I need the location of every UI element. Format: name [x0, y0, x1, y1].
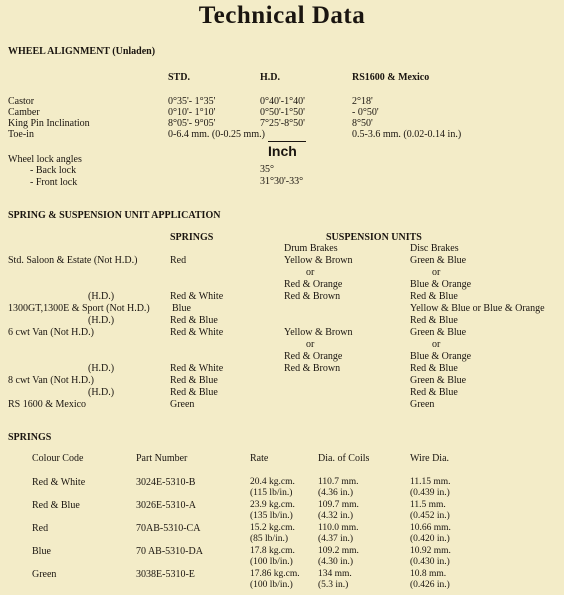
- col-header-std: STD.: [168, 72, 190, 83]
- row-label-king-pin: King Pin Inclination: [8, 118, 90, 129]
- springs-col-colour: Colour Code: [32, 453, 84, 464]
- app-disc: Green: [410, 399, 435, 410]
- app-disc: Green & Blue: [410, 375, 467, 386]
- spring-wire-imperial: (0.452 in.): [410, 511, 450, 521]
- springs-col-rate: Rate: [250, 453, 269, 464]
- suspension-units-header: SUSPENSION UNITS: [326, 232, 422, 243]
- app-spring: Red & White: [170, 363, 224, 374]
- app-drum: Red & Brown: [284, 291, 341, 302]
- king-pin-std: 8°05'- 9°05': [168, 118, 216, 129]
- camber-hd: 0°50'-1°50': [260, 107, 305, 118]
- app-label: (H.D.): [88, 291, 115, 302]
- app-label: RS 1600 & Mexico: [8, 399, 87, 410]
- toe-in-rs: 0.5-3.6 mm. (0.02-0.14 in.): [352, 129, 462, 140]
- spring-coil-imperial: (4.32 in.): [318, 511, 354, 521]
- app-spring: Red & Blue: [170, 375, 218, 386]
- spring-part: 3024E-5310-B: [136, 477, 196, 488]
- camber-rs: - 0°50': [352, 107, 379, 118]
- app-disc-or: or: [432, 267, 441, 278]
- app-drum: Red & Orange: [284, 351, 343, 362]
- app-label: Std. Saloon & Estate (Not H.D.): [8, 255, 138, 266]
- app-label: 6 cwt Van (Not H.D.): [8, 327, 94, 338]
- app-label: (H.D.): [88, 387, 115, 398]
- col-header-hd: H.D.: [260, 72, 280, 83]
- inch-annotation: Inch: [268, 143, 297, 159]
- castor-hd: 0°40'-1°40': [260, 96, 305, 107]
- spring-rate-imperial: (85 lb/in.): [250, 534, 288, 544]
- front-lock-value: 31°30'-33°: [260, 176, 304, 187]
- app-label: (H.D.): [88, 363, 115, 374]
- app-spring: Red & White: [170, 327, 224, 338]
- app-disc: Red & Blue: [410, 363, 458, 374]
- app-disc: Red & Blue: [410, 315, 458, 326]
- spring-wire-metric: 11.5 mm.: [410, 500, 446, 510]
- app-spring: Blue: [172, 303, 191, 314]
- spring-coil-imperial: (4.36 in.): [318, 488, 354, 498]
- back-lock-value: 35°: [260, 164, 274, 175]
- spring-colour: Blue: [32, 546, 51, 557]
- app-disc: Green & Blue: [410, 327, 467, 338]
- springs-col-coil: Dia. of Coils: [318, 453, 370, 464]
- app-disc: Red & Blue: [410, 291, 458, 302]
- app-spring: Red: [170, 255, 187, 266]
- row-label-camber: Camber: [8, 107, 40, 118]
- springs-col-wire: Wire Dia.: [410, 453, 450, 464]
- spring-wire-imperial: (0.426 in.): [410, 580, 450, 590]
- spring-wire-metric: 11.15 mm.: [410, 477, 451, 487]
- spring-coil-imperial: (4.37 in.): [318, 534, 354, 544]
- app-disc: Blue & Orange: [410, 279, 472, 290]
- toe-in-underline: [268, 141, 306, 142]
- camber-std: 0°10'- 1°10': [168, 107, 216, 118]
- spring-rate-imperial: (135 lb/in.): [250, 511, 293, 521]
- spring-wire-metric: 10.66 mm.: [410, 523, 451, 533]
- spring-rate-metric: 17.8 kg.cm.: [250, 546, 295, 556]
- king-pin-rs: 8°50': [352, 118, 373, 129]
- app-disc: Blue & Orange: [410, 351, 472, 362]
- spring-coil-metric: 110.0 mm.: [318, 523, 359, 533]
- app-spring: Red & Blue: [170, 387, 218, 398]
- castor-rs: 2°18': [352, 96, 373, 107]
- spring-application-heading: SPRING & SUSPENSION UNIT APPLICATION: [8, 210, 221, 221]
- app-disc-or: or: [432, 339, 441, 350]
- spring-coil-metric: 109.7 mm.: [318, 500, 359, 510]
- app-drum: Red & Brown: [284, 363, 341, 374]
- page-title: Technical Data: [198, 2, 366, 29]
- app-label: 1300GT,1300E & Sport (Not H.D.): [8, 303, 150, 314]
- spring-rate-imperial: (100 lb/in.): [250, 557, 293, 567]
- app-spring: Red & White: [170, 291, 224, 302]
- spring-rate-metric: 23.9 kg.cm.: [250, 500, 295, 510]
- spring-wire-metric: 10.8 mm.: [410, 569, 447, 579]
- app-disc: Yellow & Blue or Blue & Orange: [410, 303, 545, 314]
- king-pin-hd: 7°25'-8°50': [260, 118, 305, 129]
- spring-part: 70AB-5310-CA: [136, 523, 201, 534]
- wheel-lock-heading: Wheel lock angles: [8, 154, 82, 165]
- springs-column-header: SPRINGS: [170, 232, 214, 243]
- spring-wire-imperial: (0.439 in.): [410, 488, 450, 498]
- spring-colour: Green: [32, 569, 57, 580]
- spring-rate-metric: 17.86 kg.cm.: [250, 569, 300, 579]
- spring-rate-imperial: (115 lb/in.): [250, 488, 293, 498]
- springs-col-part: Part Number: [136, 453, 188, 464]
- row-label-toe-in: Toe-in: [8, 129, 34, 140]
- spring-wire-imperial: (0.430 in.): [410, 557, 450, 567]
- app-disc: Green & Blue: [410, 255, 467, 266]
- app-drum-or: or: [306, 339, 315, 350]
- wheel-alignment-heading: WHEEL ALIGNMENT (Unladen): [8, 46, 156, 57]
- toe-in-std: 0-6.4 mm. (0-0.25 mm.): [168, 129, 265, 140]
- spring-coil-imperial: (5.3 in.): [318, 580, 349, 590]
- spring-coil-metric: 109.2 mm.: [318, 546, 359, 556]
- spring-colour: Red: [32, 523, 49, 534]
- app-drum: Yellow & Brown: [284, 327, 353, 338]
- app-drum: Yellow & Brown: [284, 255, 353, 266]
- castor-std: 0°35'- 1°35': [168, 96, 216, 107]
- springs-heading: SPRINGS: [8, 432, 52, 443]
- drum-brakes-header: Drum Brakes: [284, 243, 338, 254]
- spring-wire-imperial: (0.420 in.): [410, 534, 450, 544]
- app-spring: Red & Blue: [170, 315, 218, 326]
- row-label-castor: Castor: [8, 96, 35, 107]
- spring-coil-imperial: (4.30 in.): [318, 557, 354, 567]
- app-drum: Red & Orange: [284, 279, 343, 290]
- app-label: (H.D.): [88, 315, 115, 326]
- spring-rate-metric: 20.4 kg.cm.: [250, 477, 295, 487]
- back-lock-label: - Back lock: [30, 165, 77, 176]
- app-spring: Green: [170, 399, 195, 410]
- col-header-rs: RS1600 & Mexico: [352, 72, 430, 83]
- front-lock-label: - Front lock: [30, 177, 78, 188]
- app-drum-or: or: [306, 267, 315, 278]
- spring-part: 70 AB-5310-DA: [136, 546, 203, 557]
- spring-colour: Red & White: [32, 477, 86, 488]
- spring-rate-imperial: (100 lb/in.): [250, 580, 293, 590]
- spring-coil-metric: 134 mm.: [318, 569, 352, 579]
- spring-wire-metric: 10.92 mm.: [410, 546, 451, 556]
- app-label: 8 cwt Van (Not H.D.): [8, 375, 94, 386]
- spring-rate-metric: 15.2 kg.cm.: [250, 523, 295, 533]
- disc-brakes-header: Disc Brakes: [410, 243, 459, 254]
- app-disc: Red & Blue: [410, 387, 458, 398]
- spring-part: 3026E-5310-A: [136, 500, 196, 511]
- spring-colour: Red & Blue: [32, 500, 80, 511]
- spring-part: 3038E-5310-E: [136, 569, 195, 580]
- spring-coil-metric: 110.7 mm.: [318, 477, 359, 487]
